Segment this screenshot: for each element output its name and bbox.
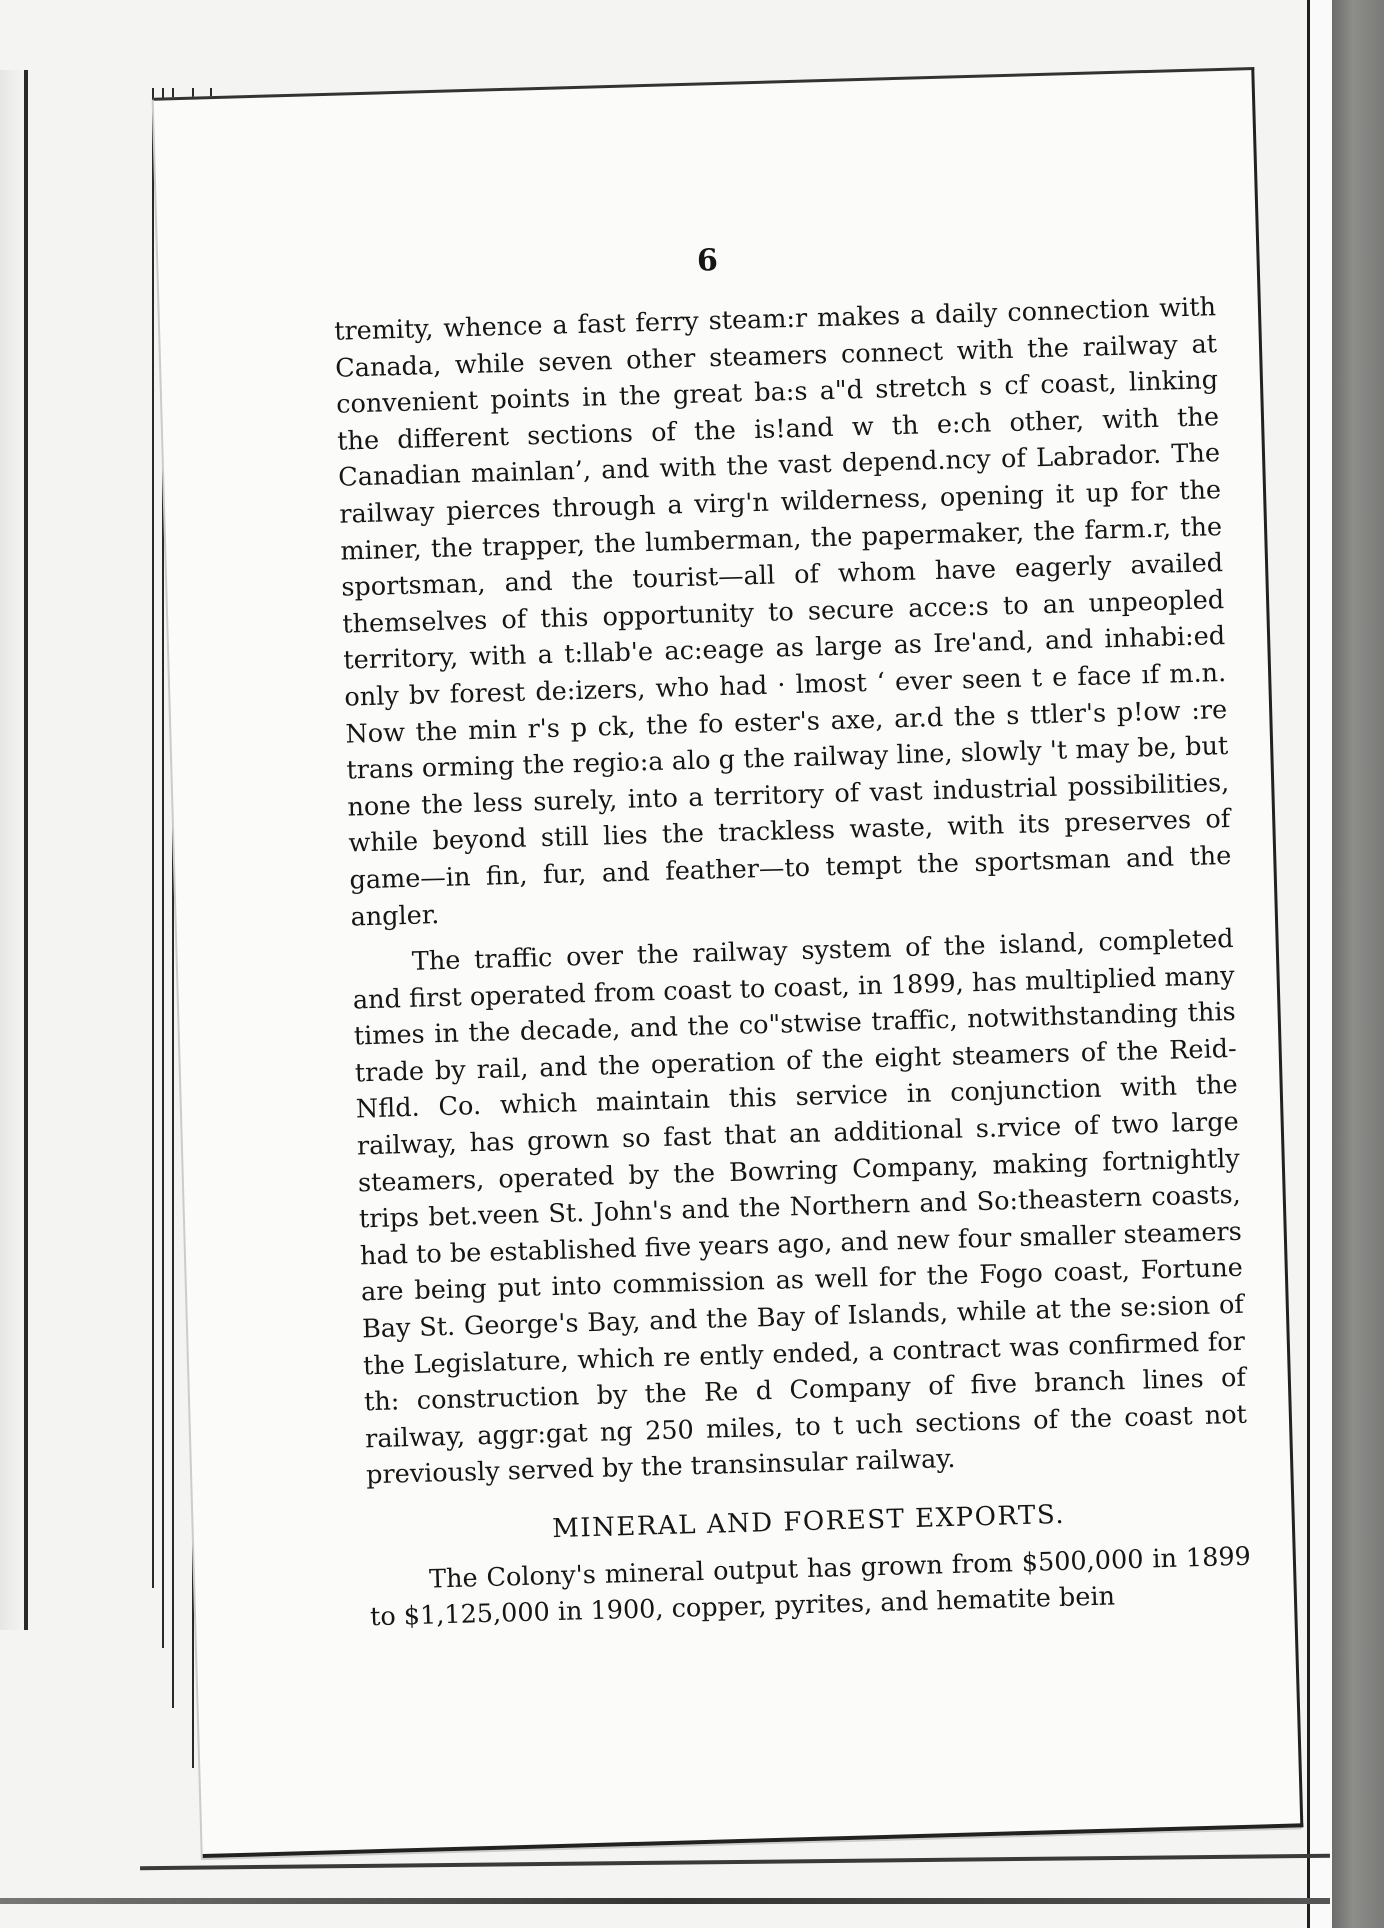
right-frame-line — [1307, 0, 1332, 1928]
text-body — [334, 289, 1253, 1646]
page-number: 6 — [696, 243, 719, 279]
paragraph-railway-traffic: The traffic over the railway system of the island, completed and first operated from coast to coast, in 1899, has multiplied many times in the decade, and the co"stwise traffic, notwithstanding this trade by rail, and the operation of the eight steamers of the Reid-Nfld. Co. which maintain this service in conjunction with the railway, has grown so fast that an additional s.rvice of two large steamers, operated by the Bowring Company, making fortnightly trips bet.veen St. John's and the Northern and So:theastern coasts, had to be established five years ago, and new four smaller steamers are being put into commission as well for the Fogo coast, Fortune Bay St. George's Bay, and the Bay of Islands, while at the se:sion of the Legislature, which re ently ended, a contract was confirmed for th: construction by the Re d Company of five branch lines of railway, aggr:gat ng 250 miles, to t uch sections of the coast not previously served by the transinsular railway. — [352, 923, 1248, 1491]
scan-bottom-edge — [0, 1898, 1330, 1904]
section-heading: MINERAL AND FOREST EXPORTS. — [551, 1499, 1066, 1545]
page-stack-edge — [152, 88, 154, 1588]
document-page — [154, 67, 1304, 1858]
right-dark-strip — [1332, 0, 1384, 1928]
paragraph-mineral-output: The Colony's mineral output has grown from $500,000 in 1899 to $1,125,000 in 1900, copper, pyrites, and hematite bein — [369, 1541, 1252, 1633]
page-bottom-edge — [140, 1854, 1330, 1870]
left-page-edge — [0, 70, 28, 1630]
paragraph-railway-intro: tremity, whence a fast ferry steam:r makes a daily connection with Canada, while seven other steamers connect with the railway at convenient points in the great ba:s a"d stretch s cf coast, linking the different sections of the is!and w th e:ch other, with the Canadian mainlan’, and with the vast depend.ncy of Labrador. The railway pierces through a virg'n wilderness, opening it up for the miner, the trapper, the lumberman, the papermaker, the farm.r, the sportsman, and the tourist—all of whom have eagerly availed themselves of this opportunity to secure acce:s to an unpeopled territory, with a t:llab'e ac:eage as large as Ire'and, and inhabi:ed only bv forest de:izers, who had · lmost ‘ ever seen t e face ıf m.n. Now the min r's p ck, the fo ester's axe, ar.d the s ttler's p!ow :re trans orming the regio:a alo g the railway line, slowly 't may be, but none the less surely, into a territory of vast industrial possibilities, while beyond still lies the trackless waste, with its preserves of game—in fin, fur, and feather—to tempt the sportsman and the angler. — [333, 292, 1232, 933]
